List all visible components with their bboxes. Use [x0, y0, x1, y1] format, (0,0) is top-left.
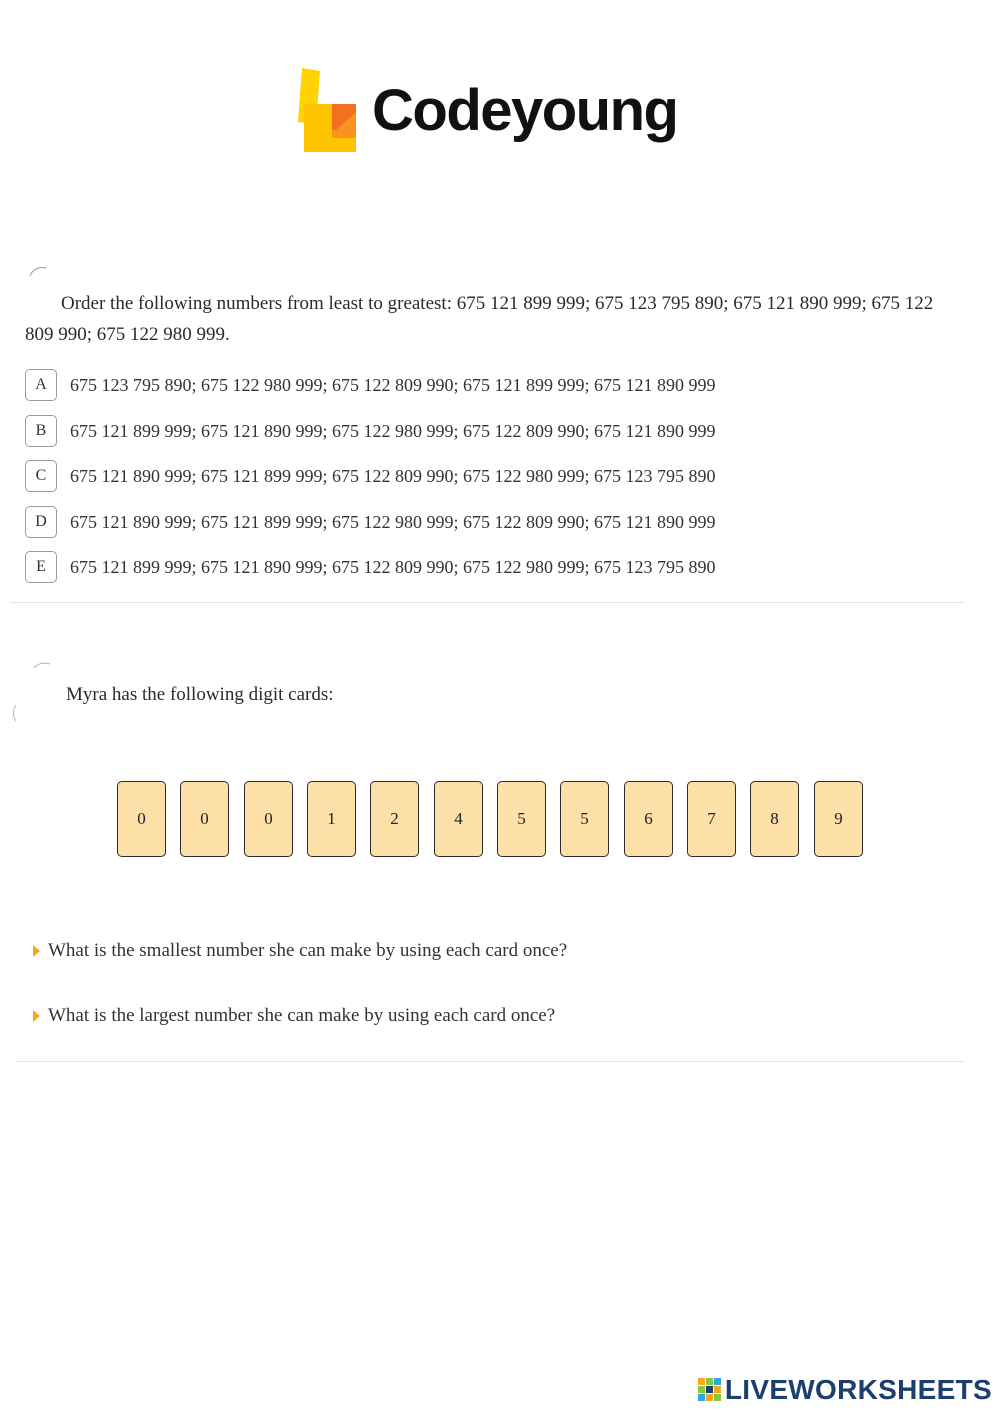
- brand-wordmark: LIVEWORKSHEETS: [724, 1374, 992, 1405]
- digit-card: 7: [687, 781, 736, 857]
- subquestion-text: What is the largest number she can make by using each card once?: [48, 1005, 556, 1026]
- option-letter-badge[interactable]: A: [25, 369, 57, 401]
- digit-card: 4: [434, 781, 483, 857]
- option-text: 675 121 890 999; 675 121 899 999; 675 122 980 999; 675 122 809 990; 675 121 890 999: [70, 511, 716, 532]
- question1-prompt: Order the following numbers from least to greatest: 675 121 899 999; 675 123 795 890; 675 121 890 999; 675 122 809 990; 675 122 980 999.: [25, 293, 934, 345]
- option-text: 675 121 899 999; 675 121 890 999; 675 122 809 990; 675 122 980 999; 675 123 795 890: [70, 556, 716, 577]
- option-e[interactable]: [25, 550, 845, 584]
- option-b[interactable]: [25, 414, 845, 448]
- option-a[interactable]: [25, 368, 845, 402]
- digit-card: 1: [307, 781, 356, 857]
- option-d[interactable]: [25, 505, 845, 539]
- option-text: 675 123 795 890; 675 122 980 999; 675 122 809 990; 675 121 899 999; 675 121 890 999: [70, 374, 716, 395]
- digit-card: 9: [814, 781, 863, 857]
- liveworksheets-logo-icon: [698, 1378, 722, 1402]
- bracket-mark-icon: [10, 703, 18, 723]
- question2-prompt: Myra has the following digit cards:: [66, 684, 334, 705]
- option-c[interactable]: [25, 459, 845, 493]
- digit-card: 2: [370, 781, 419, 857]
- option-letter-badge[interactable]: B: [25, 415, 57, 447]
- digit-card: 6: [624, 781, 673, 857]
- digit-card: 5: [497, 781, 546, 857]
- digit-cards: [117, 781, 867, 861]
- digit-card: 5: [560, 781, 609, 857]
- digit-card: 0: [180, 781, 229, 857]
- question-marker-icon: [32, 660, 54, 670]
- question-marker-icon: [28, 264, 50, 278]
- digit-card: 0: [244, 781, 293, 857]
- subquestion-text: What is the smallest number she can make by using each card once?: [48, 940, 568, 961]
- option-text: 675 121 890 999; 675 121 899 999; 675 122 809 990; 675 122 980 999; 675 123 795 890: [70, 465, 716, 486]
- subquestion-smallest: [33, 940, 567, 962]
- option-text: 675 121 899 999; 675 121 890 999; 675 122 980 999; 675 122 809 990; 675 121 890 999: [70, 420, 716, 441]
- option-letter-badge[interactable]: D: [25, 506, 57, 538]
- bullet-triangle-icon: [33, 945, 40, 957]
- digit-card: 0: [117, 781, 166, 857]
- digit-card: 8: [750, 781, 799, 857]
- option-letter-badge[interactable]: E: [25, 551, 57, 583]
- codeyoung-logo-icon: [296, 68, 360, 158]
- option-letter-badge[interactable]: C: [25, 460, 57, 492]
- liveworksheets-brand: [698, 1376, 992, 1404]
- logo-wordmark: Codeyoung: [372, 78, 678, 143]
- subquestion-largest: [33, 1005, 555, 1027]
- section-divider: [10, 602, 964, 603]
- section-divider: [16, 1061, 964, 1062]
- codeyoung-logo: [296, 68, 696, 168]
- bullet-triangle-icon: [33, 1010, 40, 1022]
